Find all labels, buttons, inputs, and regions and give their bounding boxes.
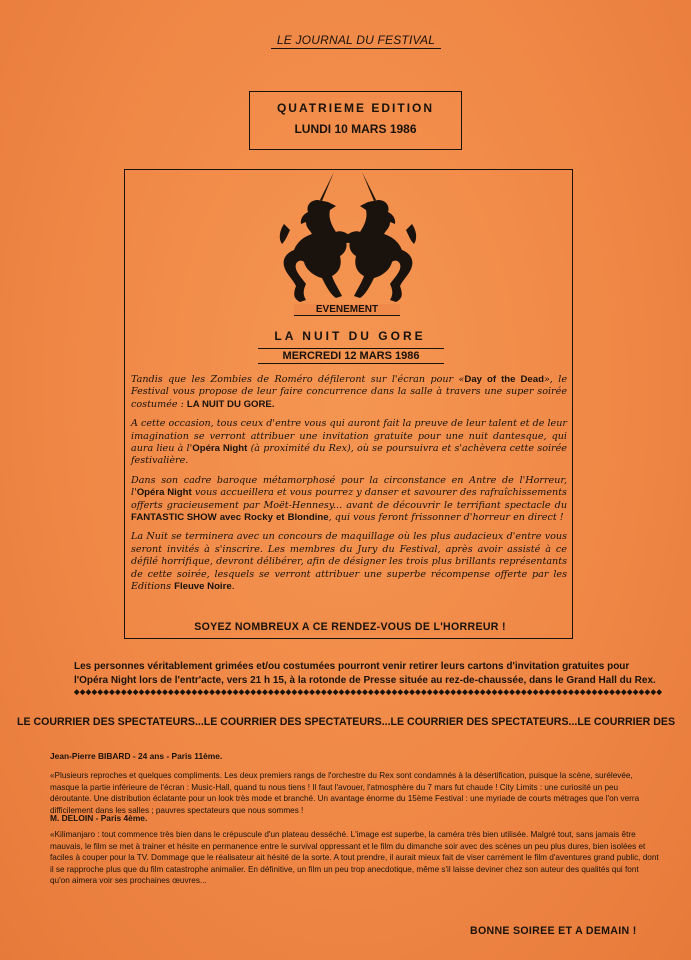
event-paragraph-4: La Nuit se terminera avec un concours de maquillage où les plus audacieux d'entre vous seront invités à s'inscrire. Les membres du Jury du Festival, après avoir assisté à ce défilé horrifique, devront délibérer, afin de désigner les trois plus brillants représentants de cette soirée, lesquels se verront attribuer une superbe récompense offerte par les Editions Fleuve Noire. xyxy=(131,531,567,593)
diamond-separator: ◆◆◆◆◆◆◆◆◆◆◆◆◆◆◆◆◆◆◆◆◆◆◆◆◆◆◆◆◆◆◆◆◆◆◆◆◆◆◆◆◆◆◆◆◆◆◆◆◆◆◆◆◆◆◆◆◆◆◆◆◆◆◆◆◆◆◆◆◆◆◆◆◆◆◆◆◆◆◆◆◆◆◆◆◆◆◆◆◆◆◆◆◆◆◆◆◆◆◆◆ xyxy=(74,689,663,696)
letter-text-1: «Plusieurs reproches et quelques compliments. Les deux premiers rangs de l'orchestre du Rex sont condamnés à la désertification, puisque la scène, surélevée, masque la partie inférieure de l'écran : Music-Hall, quand tu nous tiens ! Il faut l'avouer, l'atmosphère du 7 mars fut chaude ! City Limits : une curiosité un peu déroutante. Une distribution éclatante pour un look très mode et branché. Un avantage énorme du 15ème Festival : une myriade de courts métrages que l'on verra difficilement dans les salles ; pauvres spectateurs que nous sommes ! xyxy=(50,771,640,815)
journal-header: LE JOURNAL DU FESTIVAL xyxy=(271,33,441,49)
event-label: EVENEMENT xyxy=(294,304,400,316)
edition-box xyxy=(249,91,462,150)
event-paragraph-3: Dans son cadre baroque métamorphosé pour la circonstance en Antre de l'Horreur, l'Opéra Night vous accueillera et vous pourrez y danser et savourer des rafraîchissements offerts gracieusement par Moët-Hennesy... avant de découvrir le terrifiant spectacle du FANTASTIC SHOW avec Rocky et Blondine, qui vous feront frissonner d'horreur en direct ! xyxy=(131,474,567,524)
letter-author-1: Jean-Pierre BIBARD - 24 ans - Paris 11ème. xyxy=(50,751,223,761)
event-date: MERCREDI 12 MARS 1986 xyxy=(258,348,444,364)
closing-line: BONNE SOIREE ET A DEMAIN ! xyxy=(470,925,637,937)
edition-label: QUATRIEME EDITION xyxy=(276,101,435,115)
event-call-to-action: SOYEZ NOMBREUX A CE RENDEZ-VOUS DE L'HORREUR ! xyxy=(150,621,550,633)
event-title: LA NUIT DU GORE xyxy=(274,329,426,343)
edition-date: LUNDI 10 MARS 1986 xyxy=(294,122,417,136)
event-paragraph-2: A cette occasion, tous ceux d'entre vous qui auront fait la preuve de leur talent et de leur imagination se verront attribuer une invitation gratuite pour une nuit dantesque, qui aura lieu à l'Opéra Night (à proximité du Rex), où se poursuivra et s'achèvera cette soirée festivalière. xyxy=(131,418,567,467)
invitation-notice: Les personnes véritablement grimées et/ou costumées pourront venir retirer leurs cartons d'invitation gratuites pour l'Opéra Night lors de l'entr'acte, vers 21 h 15, à la rotonde de Presse située au rez-de-chaussée, dans le Grand Hall du Rex. xyxy=(74,661,656,686)
unicorns-emblem-icon xyxy=(270,170,426,310)
event-paragraph-1: Tandis que les Zombies de Roméro défileront sur l'écran pour «Day of the Dead», le Festival vous propose de leur faire concurrence dans la salle à travers une super soirée costumée : LA NUIT DU GORE. xyxy=(131,374,567,410)
courrier-banner: LE COURRIER DES SPECTATEURS...LE COURRIER DES SPECTATEURS...LE COURRIER DES SPECTATEURS...LE COURRIER DES xyxy=(17,716,676,728)
letter-author-2: M. DELOIN - Paris 4ème. xyxy=(50,813,148,823)
letter-text-2: «Kilimanjaro : tout commence très bien dans le crépuscule d'un plateau desséché. L'image est superbe, la caméra très bien utilisée. Malgré tout, sans jamais être mauvais, le film se met à trainer et hésite en permanence entre le survival oppressant et le film du dimanche soir avec des scènes un peu plus dures, bien isolées et faciles à couper pour la TV. Dommage que le réalisateur ait hésité de la sorte. A tout prendre, il aurait mieux fait de viser carrément le film d'aventures grand public, dont il se rapproche plus que du film catastrophe animalier. En définitive, un film un peu trop anecdotique, même s'il laisse deviner chez son auteur des qualités qui font qu'on aimera voir ses prochaines œuvres... xyxy=(50,830,659,885)
event-description xyxy=(131,374,567,601)
